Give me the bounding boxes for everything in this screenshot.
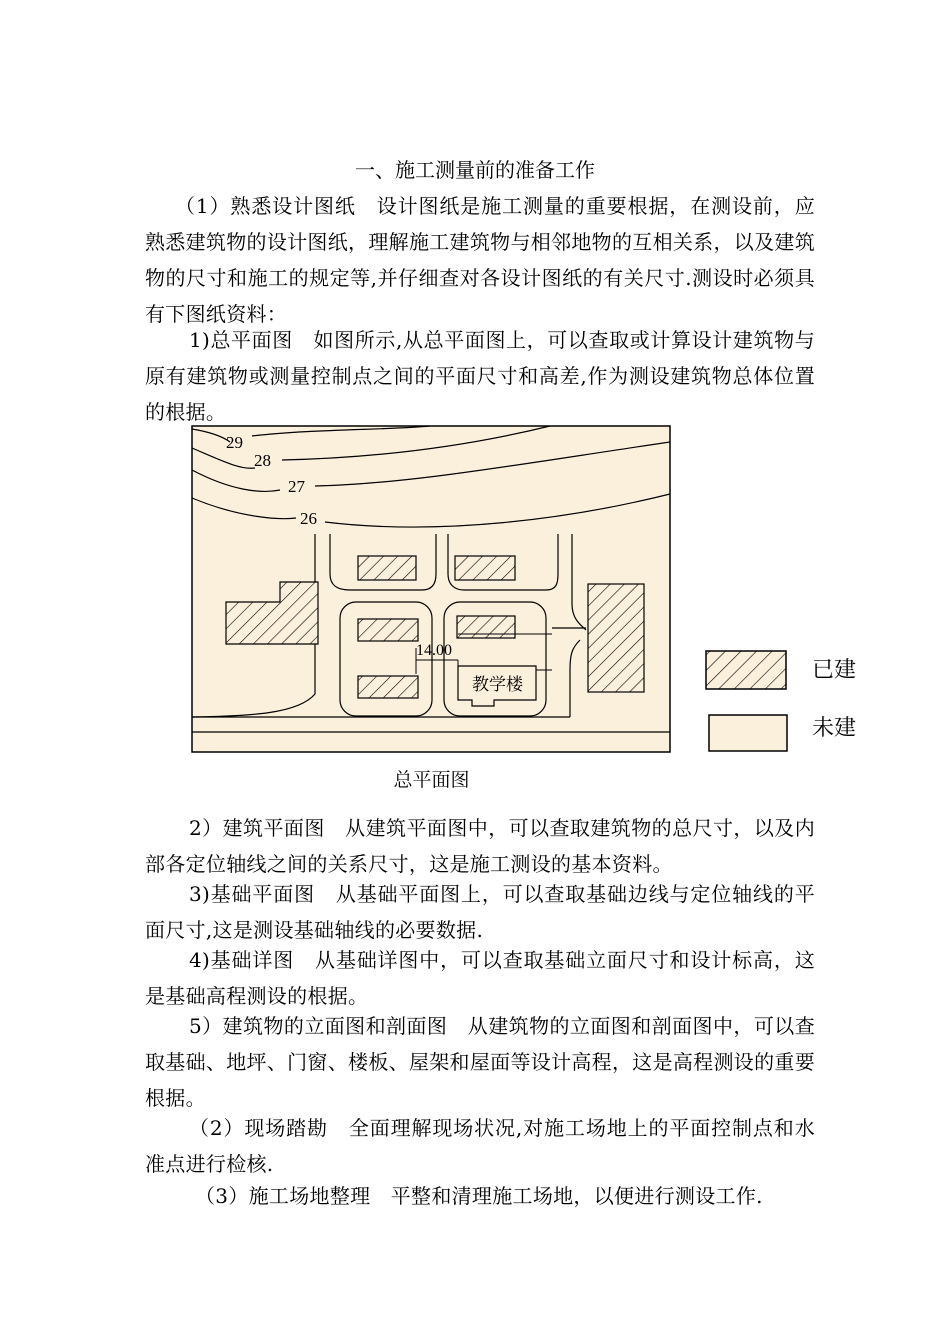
section-heading: 一、施工测量前的准备工作 [355,158,595,182]
building-built [588,584,644,692]
building-label: 教学楼 [472,675,523,695]
site-plan-figure [190,424,674,756]
legend-unbuilt-label: 未建 [812,716,857,741]
paragraph-elevation-section: 5）建筑物的立面图和剖面图 从建筑物的立面图和剖面图中，可以查取基础、地坪、门窗、楼板、屋架和屋面等设计高程，这是高程测设的重要根据。 [145,1014,815,1110]
legend [700,645,800,755]
legend-built-label: 已建 [812,658,857,683]
building-built [358,556,416,580]
legend-unbuilt-swatch [709,715,787,751]
building-built [455,556,515,580]
building-built [358,619,418,641]
building-built [457,616,515,638]
paragraph-design-drawings: （1）熟悉设计图纸 设计图纸是施工测量的重要根据，在测设前，应熟悉建筑物的设计图纸，理解施工建筑物与相邻地物的互相关系，以及建筑物的尺寸和施工的规定等,并仔细查对各设计图纸的有关尺寸.测设时必须具有下图纸资料： [145,194,815,326]
building-built [358,676,418,698]
paragraph-site-clearing: （3）施工场地整理 平整和清理施工场地，以便进行测设工作. [195,1184,763,1208]
paragraph-foundation-detail: 4)基础详图 从基础详图中，可以查取基础立面尺寸和设计标高，这是基础高程测设的根据。 [145,948,815,1008]
contour-label-28: 28 [254,451,271,470]
contour-label-26: 26 [300,509,317,528]
paragraph-site-plan: 1)总平面图 如图所示,从总平面图上，可以查取或计算设计建筑物与原有建筑物或测量控制点之间的平面尺寸和高差,作为测设建筑物总体位置的根据。 [145,328,815,424]
legend-built-swatch [706,651,786,689]
paragraph-foundation-plan: 3)基础平面图 从基础平面图上，可以查取基础边线与定位轴线的平面尺寸,这是测设基础轴线的必要数据. [145,882,815,942]
figure-caption: 总平面图 [393,769,470,791]
contour-label-29: 29 [226,433,243,452]
dimension-label: 14.00 [416,642,452,659]
paragraph-building-plan: 2）建筑平面图 从建筑平面图中，可以查取建筑物的总尺寸，以及内部各定位轴线之间的关系尺寸，这是施工测设的基本资料。 [145,816,815,876]
contour-label-27: 27 [288,477,305,496]
paragraph-site-survey: （2）现场踏勘 全面理解现场状况,对施工场地上的平面控制点和水准点进行检核. [145,1116,815,1176]
